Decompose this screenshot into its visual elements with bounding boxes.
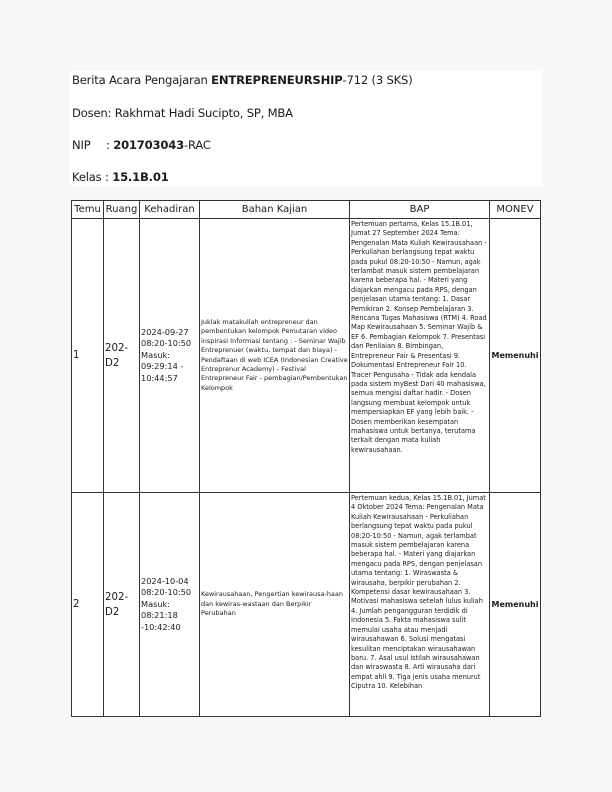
header-kehadiran: Kehadiran bbox=[140, 201, 200, 219]
lecturer-name: Rakhmat Hadi Sucipto, SP, MBA bbox=[114, 106, 293, 120]
cell-ruang: 202-D2 bbox=[104, 493, 140, 717]
course-name: ENTREPRENEURSHIP bbox=[211, 73, 343, 87]
header-monev: MONEV bbox=[490, 201, 541, 219]
cell-temu: 1 bbox=[72, 219, 104, 493]
cell-ruang: 202-D2 bbox=[104, 219, 140, 493]
nip-line: NIP : 201703043-RAC bbox=[72, 138, 211, 152]
cell-bap bbox=[350, 219, 490, 493]
header-bap: BAP bbox=[350, 201, 490, 219]
table-header-row bbox=[72, 201, 541, 219]
course-title-line: Berita Acara Pengajaran ENTREPRENEURSHIP-712 (3 SKS) bbox=[72, 73, 413, 87]
cell-monev: Memenuhi bbox=[490, 493, 541, 717]
header-bahan-kajian: Bahan Kajian bbox=[200, 201, 350, 219]
header-ruang: Ruang bbox=[104, 201, 140, 219]
table-row bbox=[72, 219, 541, 493]
cell-bahan-kajian: Juklak matakuliah entrepreneur dan pembentukan kelompok Pemutaran video inspirasi Informasi tentang : - Seminar Wajib Entreprenuer (waktu, tempat dan biaya) - Pendaftaan di web ICEA (Indonesian Creative Entreprenur Academy) - Festival Entrepreneur Fair - pembagian/Pembentukan Kelompok bbox=[200, 219, 350, 493]
cell-kehadiran: 2024-10-04 08:20-10:50 Masuk: 08:21:18 -10:42:40 bbox=[140, 493, 200, 717]
document-header bbox=[70, 71, 542, 186]
class-value: 15.1B.01 bbox=[112, 170, 169, 184]
bap-text: Pertemuan kedua, Kelas 15.1B.01, Jumat 4 Oktober 2024 Tema: Pengenalan Mata Kuliah Kewirausahaan - Perkuliahan berlangsung tepat waktu pada pukul 08:20-10:50 - Namun, agak terlambat masuk sistem pembelajaran karena beberapa hal. - Materi yang diajarkan mengacu pada RPS, dengan penjelasan utama tentang: 1. Wiraswasta & wirausaha, berpikir perubahan 2. Kompetensi dasar kewirausahaan 3. Motivasi mahasiswa setelah lulus kuliah 4. Jumlah pengangguran terdidik di Indonesia 5. Fakta mahasiswa sulit memulai usaha atau menjadi wirausahawan 6. Solusi mengatasi kesulitan menciptakan wirausahawan baru. 7. Asal usul istilah wirausahawan dan wiraswasta 8. Arti wirausaha dari empat ahli 9. Tiga jenis usaha menurut Ciputra 10. Kelebihan bbox=[351, 494, 486, 691]
cell-kehadiran: 2024-09-27 08:20-10:50 Masuk: 09:29:14 - 10:44:57 bbox=[140, 219, 200, 493]
table-row bbox=[72, 493, 541, 717]
cell-monev: Memenuhi bbox=[490, 219, 541, 493]
cell-bap bbox=[350, 493, 490, 717]
cell-bahan-kajian: Kewirausahaan, Pengertian kewirausa-haan dan kewiras-wastaan dan Berpikir Perubahan bbox=[200, 493, 350, 717]
nip-value: 201703043 bbox=[113, 138, 185, 152]
cell-temu: 2 bbox=[72, 493, 104, 717]
bap-text: Pertemuan pertama, Kelas 15.1B.01, Jumat 27 September 2024 Tema: Pengenalan Mata Kuliah Kewirausahaan - Perkuliahan berlangsung tepat waktu pada pukul 08:20-10:50 - Namun, agak terlambat masuk sistem pembelajaran karena beberapa hal. - Materi yang diajarkan mengacu pada RPS, dengan penjelasan utama tentang: 1. Dasar Pemikiran 2. Konsep Pembelajaran 3. Rencana Tugas Mahasiswa (RTM) 4. Road Map Kewirausahaan 5. Seminar Wajib & EF 6. Pembagian Kelompok 7. Presentasi dan Penilaian 8. Bimbingan, Entrepreneur Fair & Presentasi 9. Dokumentasi Entrepreneur Fair 10. Tracer Pengusaha - Tidak ada kendala pada sistem myBest Dari 40 mahasiswa, semua mengisi daftar hadir. - Dosen langsung membuat kelompok untuk mempersiapkan EF yang lebih baik. - Dosen memberikan kesempatan mahasiswa untuk bertanya, terutama terkait dengan mata kuliah kewirausahaan. bbox=[351, 220, 487, 454]
header-temu: Temu bbox=[72, 201, 104, 219]
lecturer-line: Dosen: Rakhmat Hadi Sucipto, SP, MBA bbox=[72, 106, 293, 120]
class-line: Kelas : 15.1B.01 bbox=[72, 170, 169, 184]
attendance-table bbox=[71, 200, 541, 717]
